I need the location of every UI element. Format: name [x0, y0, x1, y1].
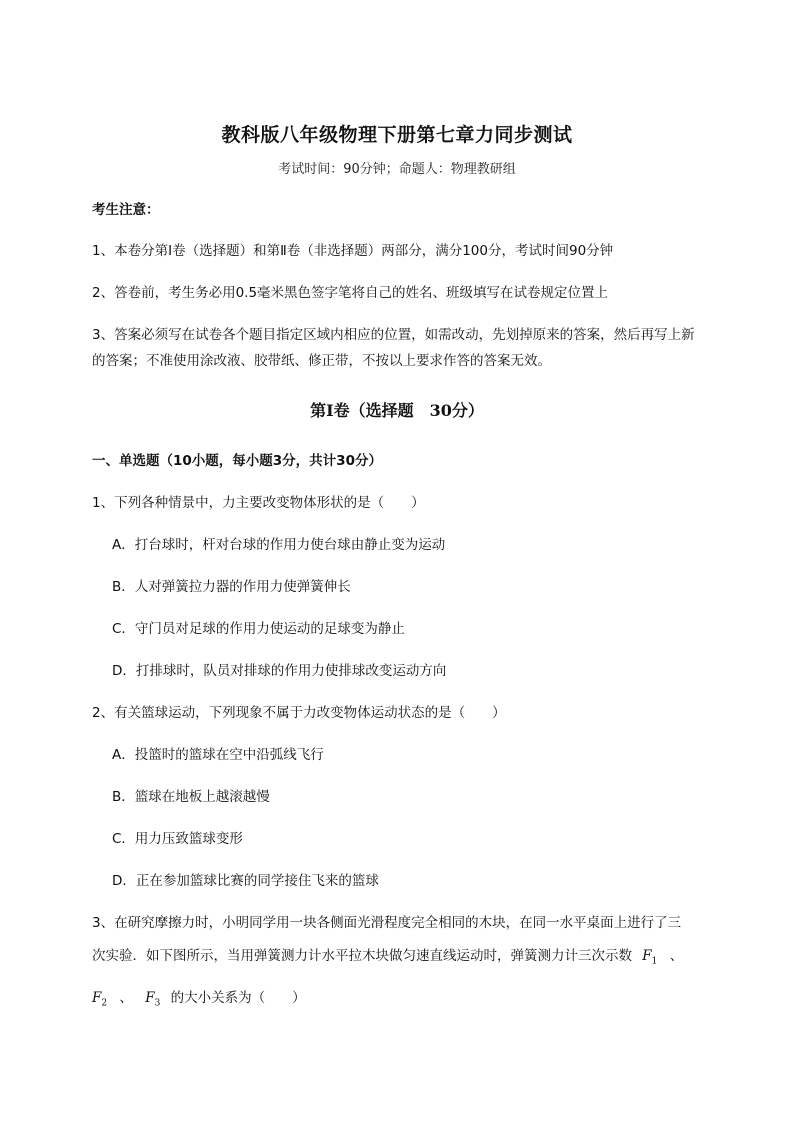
separator: 、 — [119, 990, 133, 1006]
question-1-option-d: D．打排球时，队员对排球的作用力使排球改变运动方向 — [112, 663, 447, 679]
notice-item-2: 2、答卷前，考生务必用0.5毫米黑色签字笔将自己的姓名、班级填写在试卷规定位置上 — [92, 285, 609, 301]
question-2-option-c: C．用力压致篮球变形 — [112, 831, 243, 847]
question-1-option-c: C．守门员对足球的作用力使运动的足球变为静止 — [112, 621, 405, 637]
question-3-stem-end: 的大小关系为（ ） — [170, 990, 306, 1006]
section-title: 第I卷（选择题 30分） — [310, 401, 484, 420]
exam-info: 考试时间：90分钟；命题人：物理教研组 — [278, 162, 516, 177]
question-2-stem: 2、有关篮球运动，下列现象不属于力改变物体运动状态的是（ ） — [92, 705, 506, 721]
question-1-option-a: A．打台球时，杆对台球的作用力使台球由静止变为运动 — [112, 537, 446, 553]
question-3-stem-line-2 — [92, 946, 702, 972]
question-3-stem-line-1: 3、在研究摩擦力时，小明同学用一块各侧面光滑程度完全相同的木块，在同一水平桌面上进行了三 — [92, 915, 682, 931]
question-1-stem: 1、下列各种情景中，力主要改变物体形状的是（ ） — [92, 495, 425, 511]
question-3-stem-text: 次实验．如下图所示，当用弹簧测力计水平拉木块做匀速直线运动时，弹簧测力计三次示数 — [92, 948, 632, 964]
part-heading: 一、单选题（10小题，每小题3分，共计30分） — [92, 453, 382, 469]
separator: 、 — [669, 948, 684, 964]
question-2-option-b: B．篮球在地板上越滚越慢 — [112, 789, 270, 805]
notice-heading: 考生注意： — [92, 202, 160, 218]
question-3-stem-line-3 — [92, 988, 702, 1014]
notice-item-3: 3、答案必须写在试卷各个题目指定区域内相应的位置，如需改动，先划掉原来的答案，然后再写上新的答案；不准使用涂改液、胶带纸、修正带，不按以上要求作答的答案无效。 — [92, 327, 695, 369]
page-title: 教科版八年级物理下册第七章力同步测试 — [221, 124, 573, 146]
force-f3: $F_3$ — [145, 990, 161, 1009]
force-f2: $F_2$ — [92, 990, 108, 1009]
question-1-option-b: B．人对弹簧拉力器的作用力使弹簧伸长 — [112, 579, 351, 595]
force-f1: $F_1$ — [642, 948, 658, 967]
notice-item-1: 1、本卷分第I卷（选择题）和第Ⅱ卷（非选择题）两部分，满分100分，考试时间90分钟 — [92, 243, 614, 259]
question-2-option-a: A．投篮时的篮球在空中沿弧线飞行 — [112, 747, 324, 763]
question-2-option-d: D．正在参加篮球比赛的同学接住飞来的篮球 — [112, 873, 379, 889]
